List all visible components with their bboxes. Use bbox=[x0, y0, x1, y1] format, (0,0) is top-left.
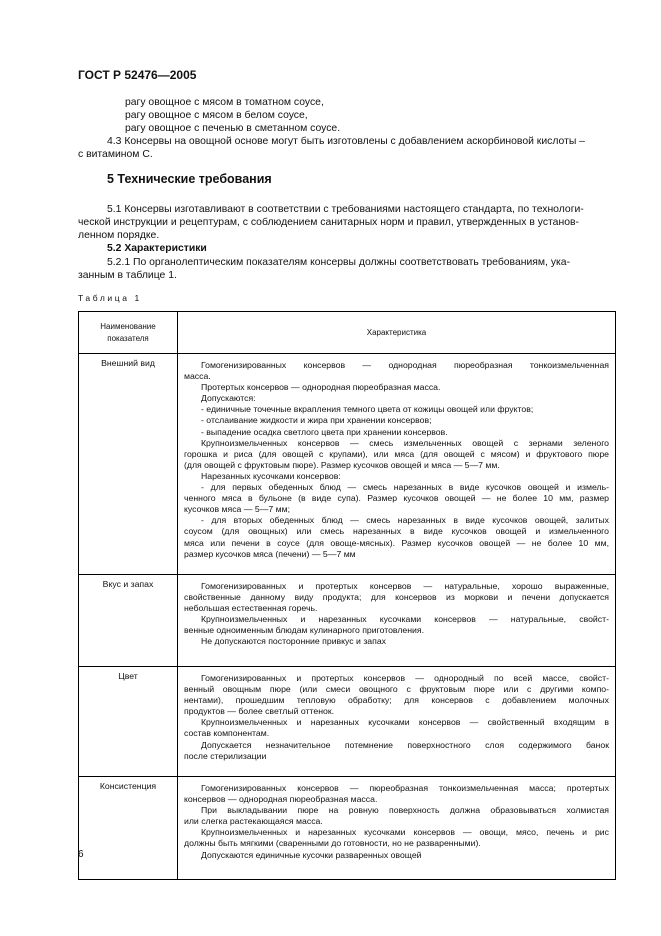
characteristic-line: нентами), прошедшим тепловую обработку; для консервов с добавлением молочных bbox=[184, 695, 609, 706]
column-header-name-line: Наименование bbox=[100, 321, 156, 331]
characteristic-line: масса. bbox=[184, 371, 211, 382]
characteristic-line: свойственные данному виду продукта; для консервов из моркови и печени допускается bbox=[184, 592, 609, 603]
paragraph-5-2-1-line: занным в таблице 1. bbox=[78, 270, 177, 281]
characteristic-line: - выпадение осадка светлого цвета при хранении консервов. bbox=[201, 426, 448, 437]
characteristic-line: состав компонентам. bbox=[184, 728, 270, 739]
characteristic-line: Гомогенизированных и протертых консервов — однородный по всей массе, свойст- bbox=[201, 673, 609, 683]
characteristic-line: Крупноизмельченных консервов — смесь измельченных овощей с зернами зеленого bbox=[201, 437, 609, 448]
section-title: 5 Технические требования bbox=[107, 172, 272, 186]
table-row bbox=[79, 354, 616, 575]
table-row bbox=[79, 575, 616, 667]
characteristic-line: Допускается незначительное потемнение поверхностного слоя содержимого банок bbox=[201, 739, 609, 750]
table-row bbox=[79, 667, 616, 777]
characteristic-line: горошка и риса (для овощей с крупами), или мяса (для овощей с мясом) и фруктового пюре bbox=[184, 448, 609, 459]
characteristic-line: должны быть мягкими (сваренными до готовности, но не разваренными). bbox=[184, 838, 481, 849]
characteristic-line: Допускаются единичные кусочки разваренных овощей bbox=[201, 849, 422, 860]
column-header-name-line: показателя bbox=[107, 333, 149, 343]
characteristic-line: кусочков мяса — 5—7 мм; bbox=[184, 504, 291, 515]
characteristic-line: венные одноименным блюдам кулинарного приготовления. bbox=[184, 625, 425, 636]
characteristic-line: Допускаются: bbox=[201, 393, 256, 404]
list-item: рагу овощное с печенью в сметанном соусе. bbox=[125, 123, 341, 134]
row-characteristic bbox=[178, 777, 616, 880]
paragraph-5-1-line: ленном порядке. bbox=[78, 230, 160, 241]
list-item: рагу овощное с мясом в белом соусе, bbox=[125, 110, 308, 121]
characteristic-line: - для вторых обеденных блюд — смесь нарезанных в виде кусочков овощей, залитых bbox=[201, 515, 609, 526]
characteristic-line: Не допускаются посторонние привкус и запах bbox=[201, 636, 387, 647]
characteristics-table bbox=[78, 311, 616, 880]
characteristic-line: размер кусочков мяса (печени) — 5—7 мм bbox=[184, 548, 356, 559]
characteristic-line: - отслаивание жидкости и жира при хранении консервов; bbox=[201, 415, 432, 426]
list-item: рагу овощное с мясом в томатном соусе, bbox=[125, 97, 324, 108]
characteristic-line: ченного мяса в бульоне (в виде супа). Размер кусочков овощей — не более 10 мм, размер bbox=[184, 493, 609, 504]
characteristic-line: Гомогенизированных и протертых консервов — натуральные, хорошо выраженные, bbox=[201, 581, 609, 591]
subsection-title: 5.2 Характеристики bbox=[107, 243, 207, 254]
row-characteristic bbox=[178, 354, 616, 575]
paragraph-5-2-1-line: 5.2.1 По органолептическим показателям консервы должны соответствовать требованиям, ука- bbox=[107, 257, 571, 268]
characteristic-line: соусом (для овощных) или смесь нарезанных в виде кусочков овощей и измельченного bbox=[184, 526, 609, 537]
characteristic-line: - для первых обеденных блюд — смесь нарезанных в виде кусочков овощей и измель- bbox=[201, 482, 609, 493]
characteristic-line: или слегка растекающаяся масса. bbox=[184, 816, 323, 827]
column-header-desc: Характеристика bbox=[178, 312, 616, 354]
characteristic-line: после стерилизации bbox=[184, 750, 267, 761]
characteristic-line: Протертых консервов — однородная пюреобразная масса. bbox=[201, 382, 441, 393]
characteristic-line: Крупноизмельченных и нарезанных кусочками консервов — овощи, мясо, печень и рис bbox=[201, 827, 609, 838]
characteristic-line: Крупноизмельченных и нарезанных кусочками консервов — свойственный входящим в bbox=[201, 717, 609, 728]
characteristic-line: небольшая естественная горечь. bbox=[184, 603, 318, 614]
characteristic-line: венный овощным пюре (или смеси овощного с фруктовым пюре или с другими компо- bbox=[184, 684, 609, 695]
paragraph-4-3-line: 4.3 Консервы на овощной основе могут быть изготовлены с добавлением аскорбиновой кислоты – bbox=[107, 136, 585, 147]
characteristic-line: Гомогенизированных консервов — однородная пюреобразная тонкоизмельченная bbox=[201, 360, 609, 370]
characteristic-line: Нарезанных кусочками консервов: bbox=[201, 470, 341, 481]
table-row bbox=[79, 777, 616, 880]
page-number: 6 bbox=[78, 849, 84, 860]
characteristic-line: консервов — однородная пюреобразная масса. bbox=[184, 794, 378, 805]
characteristic-line: Гомогенизированных консервов — пюреобразная тонкоизмельченная масса; протертых bbox=[201, 783, 609, 793]
row-indicator-name: Внешний вид bbox=[79, 354, 178, 575]
row-characteristic bbox=[178, 667, 616, 777]
characteristic-line: - единичные точечные вкрапления темного цвета от кожицы овощей или фруктов; bbox=[201, 404, 534, 415]
row-indicator-name: Вкус и запах bbox=[79, 575, 178, 667]
characteristic-line: При выкладывании пюре на ровную поверхность должна образовываться холмистая bbox=[201, 805, 609, 816]
column-header-name bbox=[79, 312, 178, 354]
paragraph-5-1-line: ческой инструкции и рецептурам, с соблюдением санитарных норм и правил, утвержденных в установ- bbox=[78, 217, 579, 228]
row-indicator-name: Консистенция bbox=[79, 777, 178, 880]
paragraph-4-3-line: с витамином С. bbox=[78, 149, 153, 160]
row-indicator-name: Цвет bbox=[79, 667, 178, 777]
table-header-row bbox=[79, 312, 616, 354]
characteristic-line: (для овощей с фруктовым пюре). Размер кусочков овощей и мяса — 5—7 мм. bbox=[184, 459, 500, 470]
characteristic-line: продуктов — более светлый оттенок. bbox=[184, 706, 335, 717]
characteristic-line: мяса или печени в соусе (для овоще-мясных). Размер кусочков овощей — не более 10 мм, bbox=[184, 537, 609, 548]
table-caption: Таблица 1 bbox=[78, 293, 142, 303]
characteristic-line: Крупноизмельченных и нарезанных кусочками консервов — натуральные, свойст- bbox=[201, 614, 609, 625]
document-header: ГОСТ Р 52476—2005 bbox=[78, 68, 197, 82]
row-characteristic bbox=[178, 575, 616, 667]
paragraph-5-1-line: 5.1 Консервы изготавливают в соответствии с требованиями настоящего стандарта, по технологи- bbox=[107, 204, 584, 215]
